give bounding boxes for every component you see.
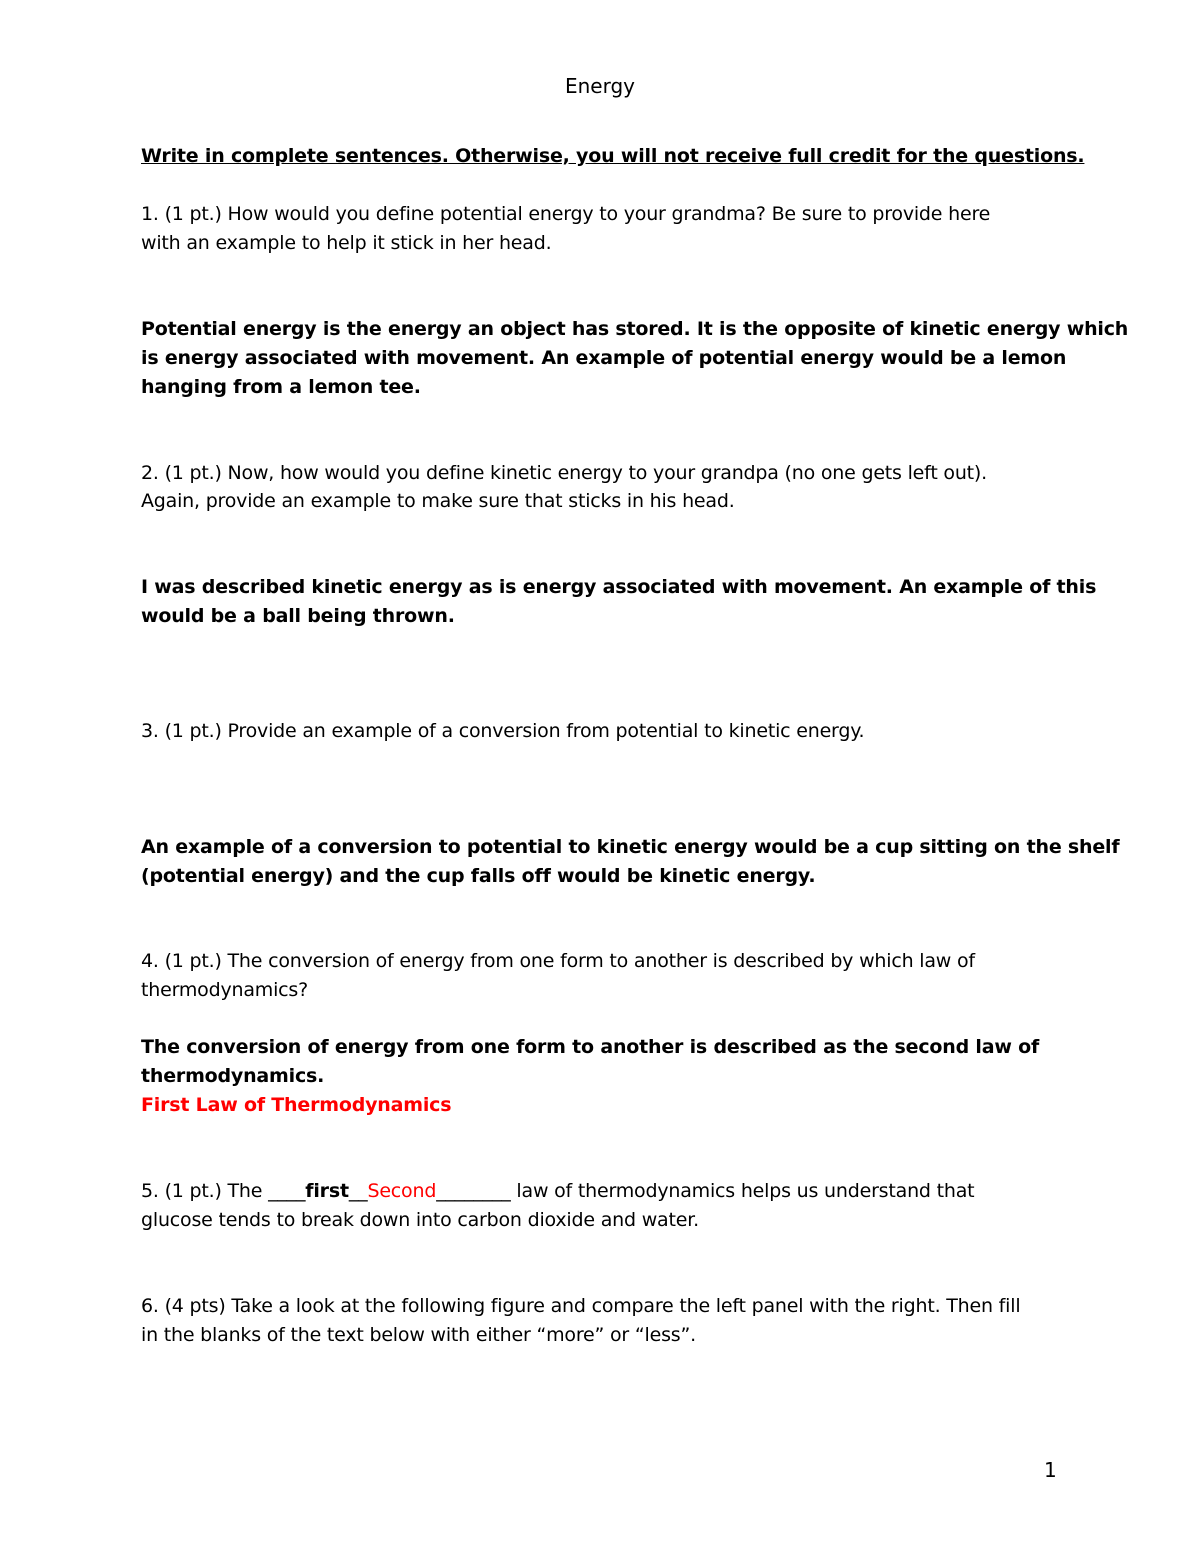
question-1-line-1: 1. (1 pt.) How would you define potential energy to your grandma? Be sure to provide here	[141, 203, 991, 225]
question-6-line-2: in the blanks of the text below with either “more” or “less”.	[141, 1324, 696, 1346]
question-2-line-1: 2. (1 pt.) Now, how would you define kinetic energy to your grandpa (no one gets left out).	[141, 462, 987, 484]
answer-1-line-3: hanging from a lemon tee.	[141, 376, 421, 398]
answer-1-line-1: Potential energy is the energy an object has stored. It is the opposite of kinetic energy which	[141, 318, 1129, 340]
correction-4: First Law of Thermodynamics	[141, 1094, 452, 1116]
instructions: Write in complete sentences. Otherwise, you will not receive full credit for the questions.	[141, 145, 1085, 167]
answer-2-line-2: would be a ball being thrown.	[141, 605, 455, 627]
question-5-correction: Second	[367, 1180, 437, 1202]
answer-4-line-1: The conversion of energy from one form to another is described as the second law of	[141, 1036, 1040, 1058]
question-4-line-1: 4. (1 pt.) The conversion of energy from one form to another is described by which law of	[141, 950, 975, 972]
question-5-prefix: 5. (1 pt.) The ____	[141, 1180, 306, 1202]
question-5-blank-end: ________	[436, 1180, 511, 1202]
answer-2-line-1: I was described kinetic energy as is energy associated with movement. An example of this	[141, 576, 1097, 598]
answer-3-line-1: An example of a conversion to potential to kinetic energy would be a cup sitting on the shelf	[141, 836, 1120, 858]
answer-1-line-2: is energy associated with movement. An example of potential energy would be a lemon	[141, 347, 1067, 369]
answer-4-line-2: thermodynamics.	[141, 1065, 325, 1087]
question-1-line-2: with an example to help it stick in her head.	[141, 232, 552, 254]
question-5-line-1	[141, 1177, 974, 1206]
question-5-line-2: glucose tends to break down into carbon dioxide and water.	[141, 1209, 699, 1231]
question-5-student-answer: first	[305, 1180, 349, 1202]
question-5-blank-mid: __	[348, 1180, 368, 1202]
question-6-line-1: 6. (4 pts) Take a look at the following figure and compare the left panel with the right. Then fill	[141, 1295, 1021, 1317]
question-5-suffix: law of thermodynamics helps us understand that	[510, 1180, 975, 1202]
question-4-line-2: thermodynamics?	[141, 979, 308, 1001]
page-number: 1	[1044, 1458, 1057, 1482]
page-title: Energy	[564, 74, 636, 98]
answer-3-line-2: (potential energy) and the cup falls off would be kinetic energy.	[141, 865, 816, 887]
question-2-line-2: Again, provide an example to make sure that sticks in his head.	[141, 490, 735, 512]
question-3-line-1: 3. (1 pt.) Provide an example of a conversion from potential to kinetic energy.	[141, 720, 865, 742]
